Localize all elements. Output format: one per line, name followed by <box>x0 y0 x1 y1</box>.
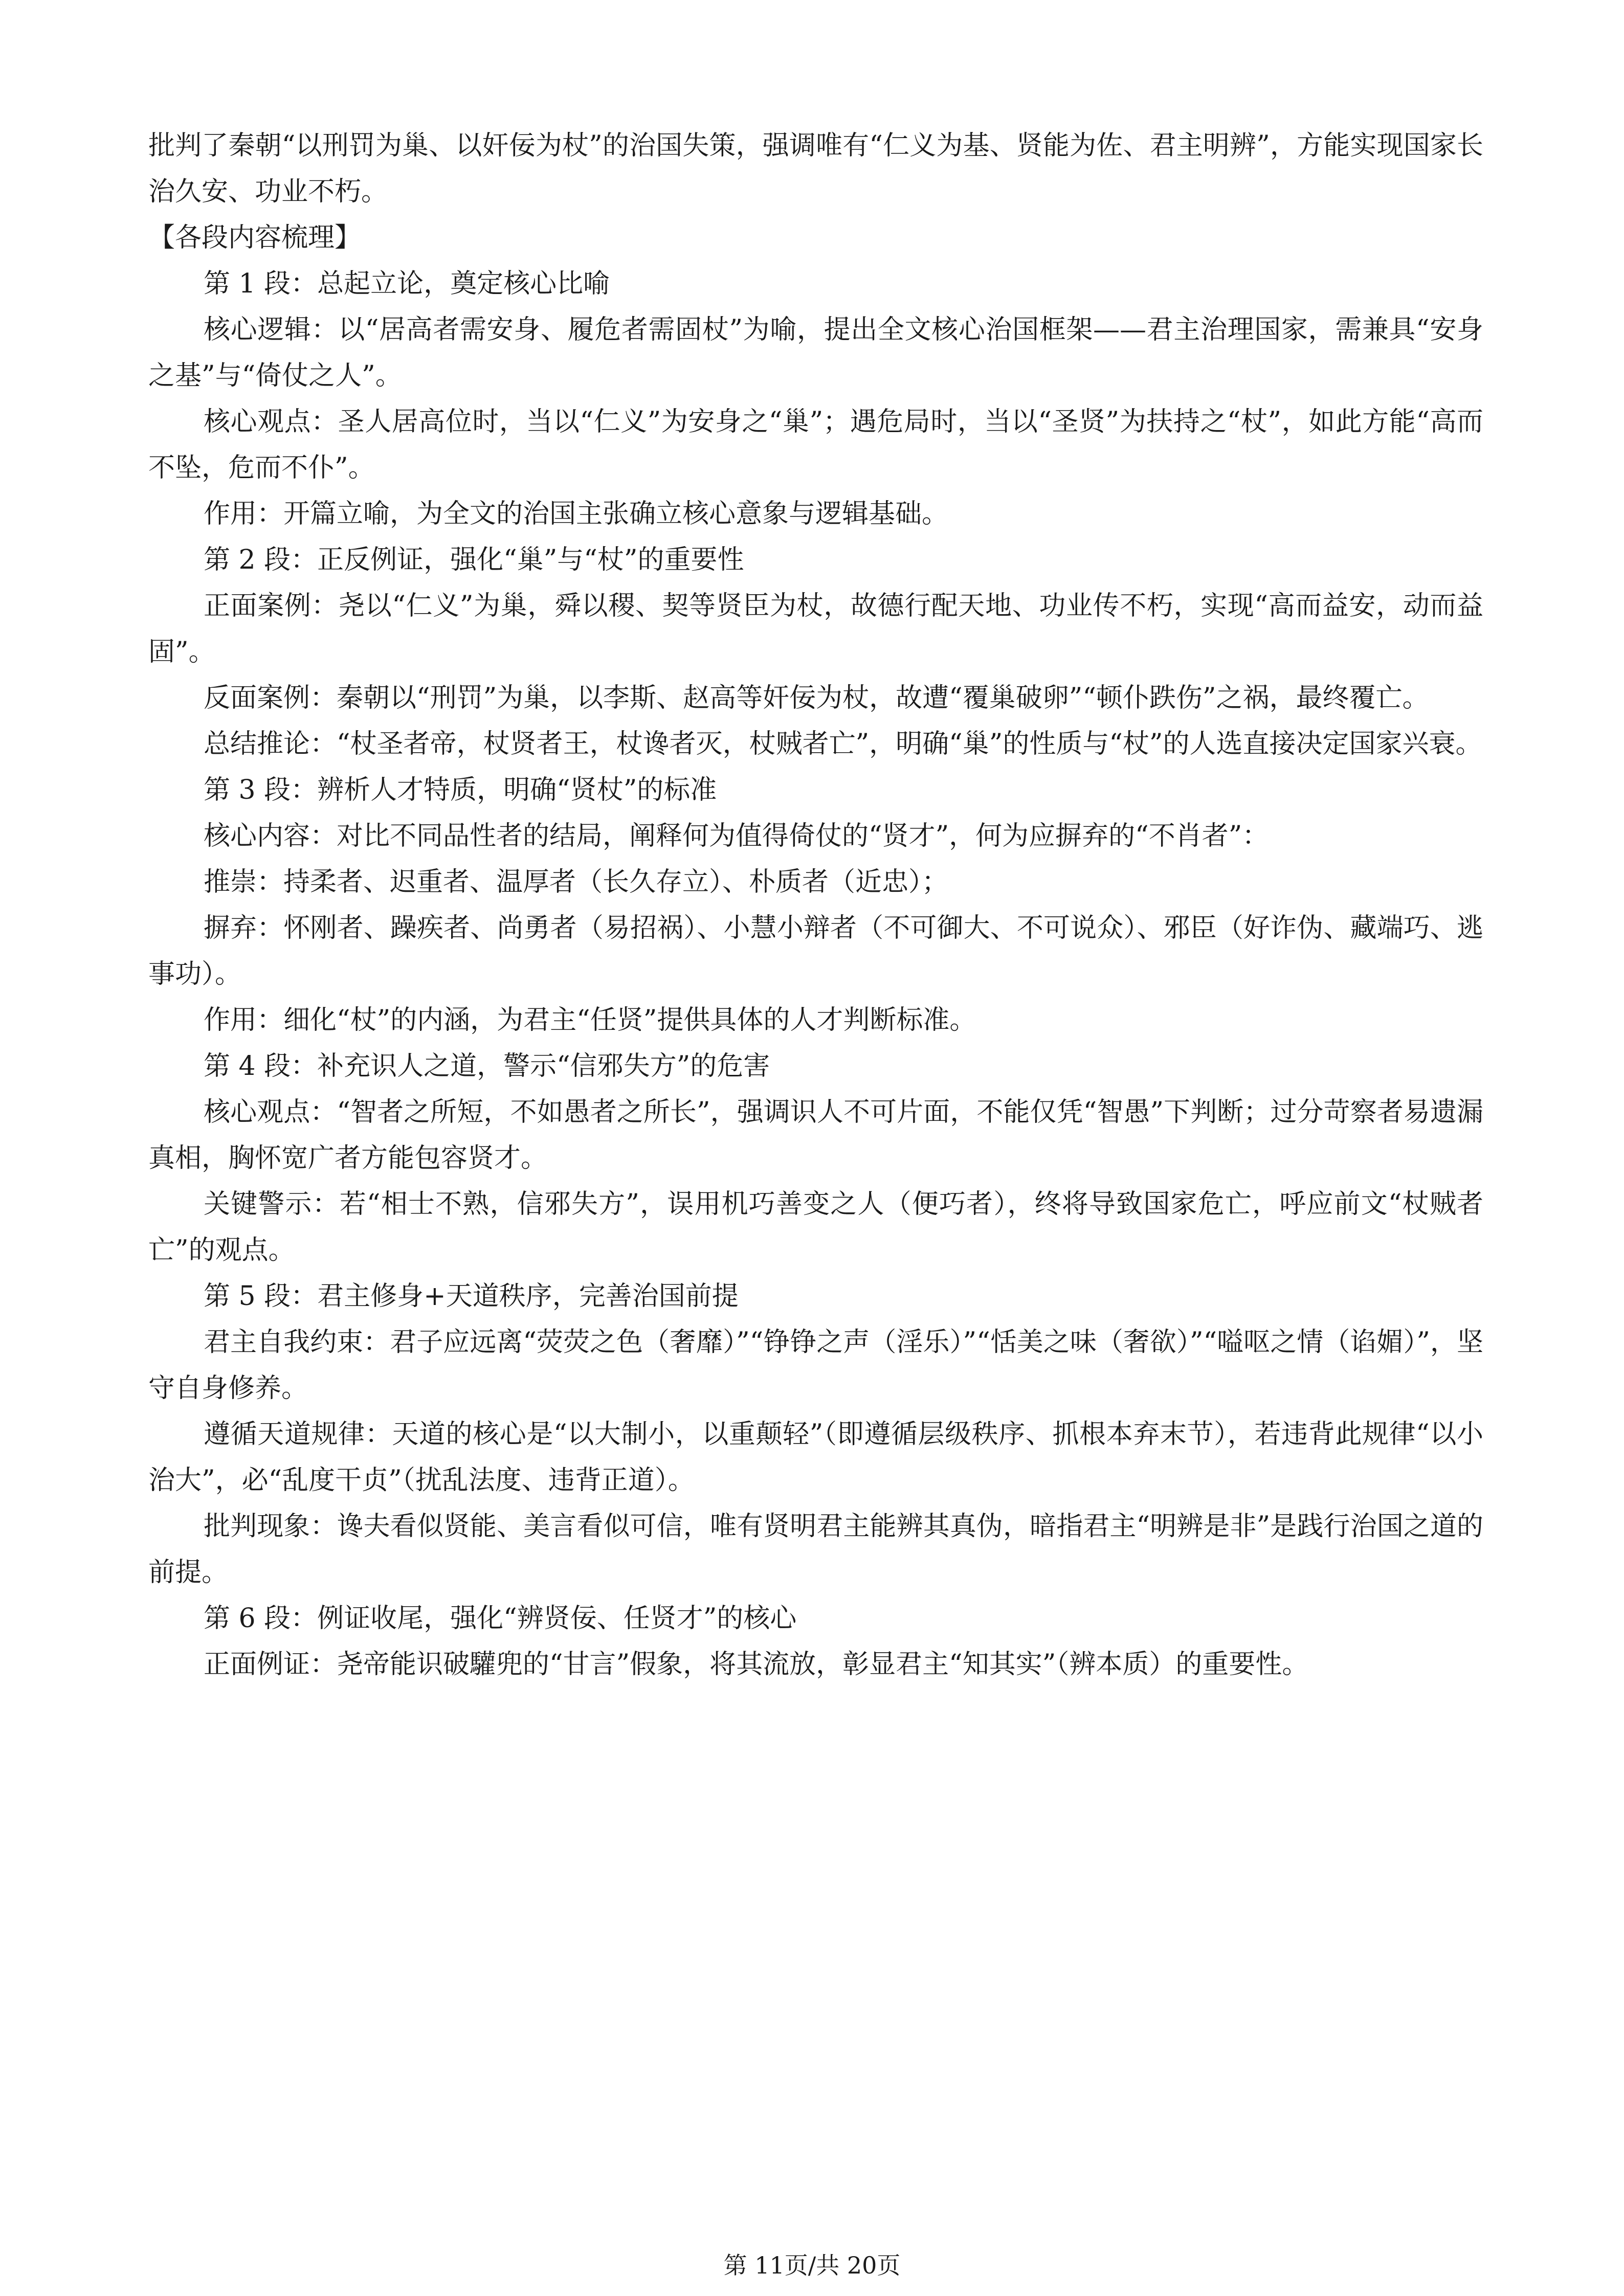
document-body <box>148 123 1483 1687</box>
paragraph-heading: 第 3 段：辨析人才特质，明确“贤杖”的标准 <box>204 775 717 805</box>
paragraph: 作用：开篇立喻，为全文的治国主张确立核心意象与逻辑基础。 <box>204 499 949 529</box>
paragraph: 正面例证：尧帝能识破驩兜的“甘言”假象，将其流放，彰显君主“知其实”（辨本质）的重要性。 <box>204 1649 1309 1680</box>
page-number: 第 11页/共 20页 <box>723 2252 901 2279</box>
paragraph: 推崇：持柔者、迟重者、温厚者（长久存立）、朴质者（近忠）； <box>204 867 949 897</box>
paragraph-heading: 第 4 段：补充识人之道，警示“信邪失方”的危害 <box>204 1051 770 1082</box>
paragraph: 作用：细化“杖”的内涵，为君主“任贤”提供具体的人才判断标准。 <box>204 1005 976 1036</box>
paragraph: 君主自我约束：君子应远离“荧荧之色（奢靡）”“铮铮之声（淫乐）”“恬美之味（奢欲）”“嗌呕之情（谄媚）”，坚守自身修养。 <box>148 1327 1483 1404</box>
paragraph: 反面案例：秦朝以“刑罚”为巢，以李斯、赵高等奸佞为杖，故遭“覆巢破卵”“顿仆跌伤”之祸，最终覆亡。 <box>204 683 1429 713</box>
paragraph: 正面案例：尧以“仁义”为巢，舜以稷、契等贤臣为杖，故德行配天地、功业传不朽，实现“高而益安，动而益固”。 <box>148 591 1483 667</box>
paragraph: 关键警示：若“相士不熟，信邪失方”，误用机巧善变之人（便巧者），终将导致国家危亡，呼应前文“杖贼者亡”的观点。 <box>148 1189 1483 1266</box>
paragraph-heading: 第 6 段：例证收尾，强化“辨贤佞、任贤才”的核心 <box>204 1603 797 1634</box>
section-heading: 【各段内容梳理】 <box>148 222 362 253</box>
paragraph: 核心观点：圣人居高位时，当以“仁义”为安身之“巢”；遇危局时，当以“圣贤”为扶持之“杖”，如此方能“高而不坠，危而不仆”。 <box>148 407 1483 483</box>
paragraph: 批判现象：谗夫看似贤能、美言看似可信，唯有贤明君主能辨其真伪，暗指君主“明辨是非”是践行治国之道的前提。 <box>148 1511 1483 1588</box>
paragraph: 遵循天道规律：天道的核心是“以大制小，以重颠轻”（即遵循层级秩序、抓根本弃末节），若违背此规律“以小治大”，必“乱度干贞”（扰乱法度、违背正道）。 <box>148 1419 1483 1496</box>
paragraph: 核心内容：对比不同品性者的结局，阐释何为值得倚仗的“贤才”，何为应摒弃的“不肖者”： <box>204 821 1269 851</box>
paragraph: 总结推论：“杖圣者帝，杖贤者王，杖谗者灭，杖贼者亡”，明确“巢”的性质与“杖”的人选直接决定国家兴衰。 <box>204 729 1482 759</box>
paragraph: 核心观点：“智者之所短，不如愚者之所长”，强调识人不可片面，不能仅凭“智愚”下判断；过分苛察者易遗漏真相，胸怀宽广者方能包容贤才。 <box>148 1097 1483 1174</box>
paragraph: 核心逻辑：以“居高者需安身、履危者需固杖”为喻，提出全文核心治国框架——君主治理国家，需兼具“安身之基”与“倚仗之人”。 <box>148 314 1483 391</box>
paragraph: 摒弃：怀刚者、躁疾者、尚勇者（易招祸）、小慧小辩者（不可御大、不可说众）、邪臣（好诈伪、藏端巧、逃事功）。 <box>148 913 1483 989</box>
paragraph-heading: 第 5 段：君主修身+天道秩序，完善治国前提 <box>204 1281 739 1312</box>
paragraph-heading: 第 1 段：总起立论，奠定核心比喻 <box>204 268 610 299</box>
paragraph: 批判了秦朝“以刑罚为巢、以奸佞为杖”的治国失策，强调唯有“仁义为基、贤能为佐、君主明辨”，方能实现国家长治久安、功业不朽。 <box>148 130 1483 207</box>
paragraph-heading: 第 2 段：正反例证，强化“巢”与“杖”的重要性 <box>204 545 744 575</box>
